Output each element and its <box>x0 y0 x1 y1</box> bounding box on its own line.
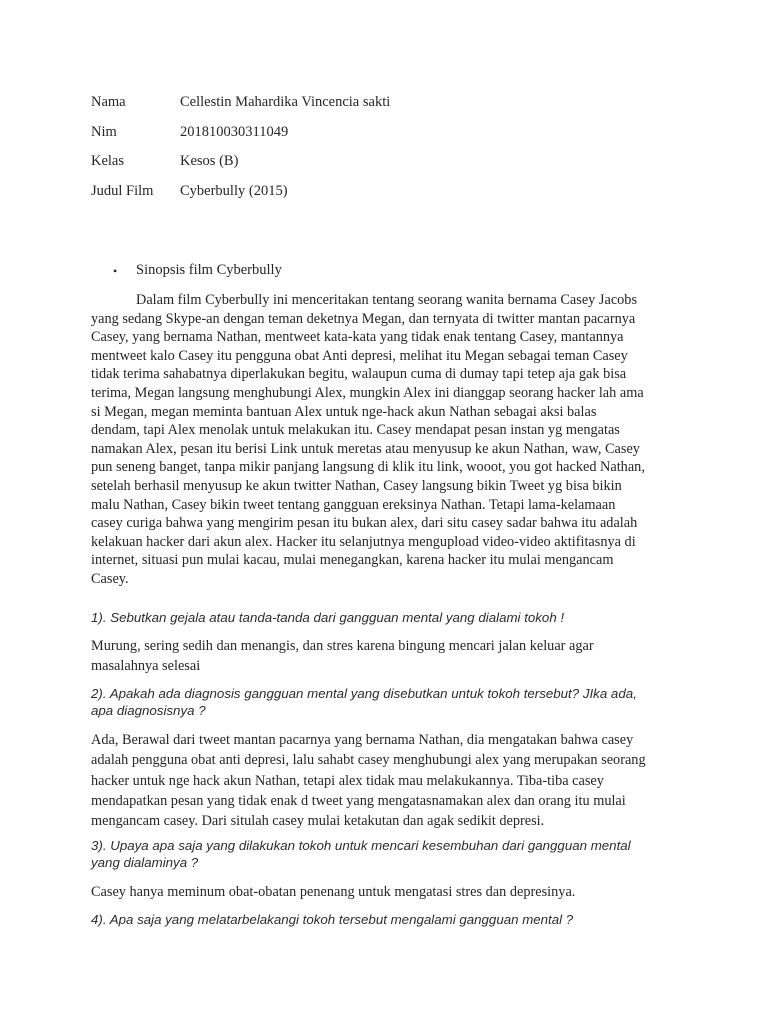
answer-line: masalahnya selesai <box>91 658 201 675</box>
synopsis-line: si Megan, megan meminta bantuan Alex untuk nge-hack akun Nathan sebagai aksi balas <box>91 403 597 420</box>
answer-line: mendapatkan pesan yang tidak enak d tweet yang mengatasnamakan alex dan orang itu mulai <box>91 792 626 809</box>
answer-line: Casey hanya meminum obat-obatan penenang untuk mengatasi stres dan depresinya. <box>91 884 576 900</box>
synopsis-line: pun seneng banget, tanpa mikir panjang langsung di klik itu link, wooot, you got hacked Nathan, <box>91 459 645 476</box>
info-row-nama <box>91 92 390 122</box>
question-line: 4). Apa saja yang melatarbelakangi tokoh tersebut mengalami gangguan mental ? <box>91 912 574 927</box>
question-3 <box>91 838 681 871</box>
synopsis-line: tidak terima sahabatnya diperlakukan begitu, walaupun cuma di dumay tapi tetep aja gak bisa <box>91 366 627 383</box>
answer-1 <box>91 636 681 677</box>
info-label: Nama <box>91 94 126 110</box>
answer-line: mengancam casey. Dari situlah casey mulai ketakutan dan agak sedikit depresi. <box>91 813 545 830</box>
synopsis-heading <box>113 262 282 280</box>
synopsis-line: internet, situasi pun mulai kacau, mulai menegangkan, karena hacker itu mulai mengancam <box>91 552 614 569</box>
info-row-nim <box>91 122 390 152</box>
answer-2 <box>91 730 681 831</box>
info-label: Judul Film <box>91 182 154 199</box>
synopsis-line: casey curiga bahwa yang mengirim pesan itu bukan alex, dari situ casey sadar bahwa itu adalah <box>91 515 638 532</box>
answer-line: Ada, Berawal dari tweet mantan pacarnya yang bernama Nathan, dia mengatakan bahwa casey <box>91 732 634 748</box>
synopsis-line: yang sedang Skype-an dengan teman deketnya Megan, dan ternyata di twitter mantan pacarnya <box>91 310 636 327</box>
synopsis-heading-text: Sinopsis film Cyberbully <box>136 262 282 278</box>
question-line: 3). Upaya apa saja yang dilakukan tokoh untuk mencari kesembuhan dari gangguan mental <box>91 838 631 853</box>
synopsis-line: malu Nathan, Casey bikin tweet tentang gangguan ereksinya Nathan. Tetapi lama-kelamaan <box>91 496 616 513</box>
synopsis-line: mentweet kalo Casey itu pengguna obat Anti depresi, melihat itu Megan sebagai teman Casey <box>91 347 628 364</box>
answer-line: Murung, sering sedih dan menangis, dan stres karena bingung mencari jalan keluar agar <box>91 638 594 654</box>
question-1 <box>91 610 681 627</box>
info-row-kelas <box>91 151 390 181</box>
synopsis-line: terima, Megan langsung menghubungi Alex, mungkin Alex ini dianggap seorang hacker lah ama <box>91 384 644 401</box>
synopsis-line: setelah berhasil menyusup ke akun twitter Nathan, Casey langsung bikin Tweet yg bisa bikin <box>91 477 622 494</box>
answer-line: hacker untuk nge hack akun Nathan, tetapi alex tidak mau melakukannya. Tiba-tiba casey <box>91 772 604 789</box>
bullet-icon: • <box>113 264 118 278</box>
info-label: Kelas <box>91 153 125 169</box>
info-value: 201810030311049 <box>180 123 289 140</box>
info-row-judul-film <box>91 181 390 211</box>
synopsis-line: Casey, yang bernama Nathan, mentweet kata-kata yang tidak enak tentang Casey, mantannya <box>91 329 624 346</box>
info-label: Nim <box>91 123 117 140</box>
synopsis-line: kelakuan hacker dari akun alex. Hacker itu selanjutnya mengupload video-video aktifitasnya di <box>91 533 636 550</box>
synopsis-line: Dalam film Cyberbully ini menceritakan tentang seorang wanita bernama Casey Jacobs <box>136 292 638 308</box>
synopsis-line: dendam, tapi Alex menolak untuk melakukan itu. Casey mendapat pesan instan yg mengatas <box>91 422 620 439</box>
question-4 <box>91 912 681 929</box>
question-line: apa diagnosisnya ? <box>91 702 206 718</box>
question-line: 1). Sebutkan gejala atau tanda-tanda dari gangguan mental yang dialami tokoh ! <box>91 610 565 625</box>
answer-line: adalah pengguna obat anti depresi, lalu sahabt casey menghubungi alex yang merupakan seorang <box>91 752 646 769</box>
answer-3 <box>91 882 681 902</box>
info-value: Cellestin Mahardika Vincencia sakti <box>180 94 391 110</box>
synopsis-line: namakan Alex, pesan itu berisi Link untuk meretas atau menyusup ke akun Nathan, waw, Casey <box>91 440 640 457</box>
synopsis-paragraph <box>91 291 681 589</box>
question-line: 2). Apakah ada diagnosis gangguan mental yang disebutkan untuk tokoh tersebut? JIka ada, <box>91 686 637 701</box>
synopsis-line: Casey. <box>91 570 129 587</box>
info-value: Kesos (B) <box>180 153 239 169</box>
student-info-table <box>91 92 390 210</box>
question-line: yang dialaminya ? <box>91 854 199 870</box>
question-2 <box>91 686 681 719</box>
info-value: Cyberbully (2015) <box>180 182 288 199</box>
